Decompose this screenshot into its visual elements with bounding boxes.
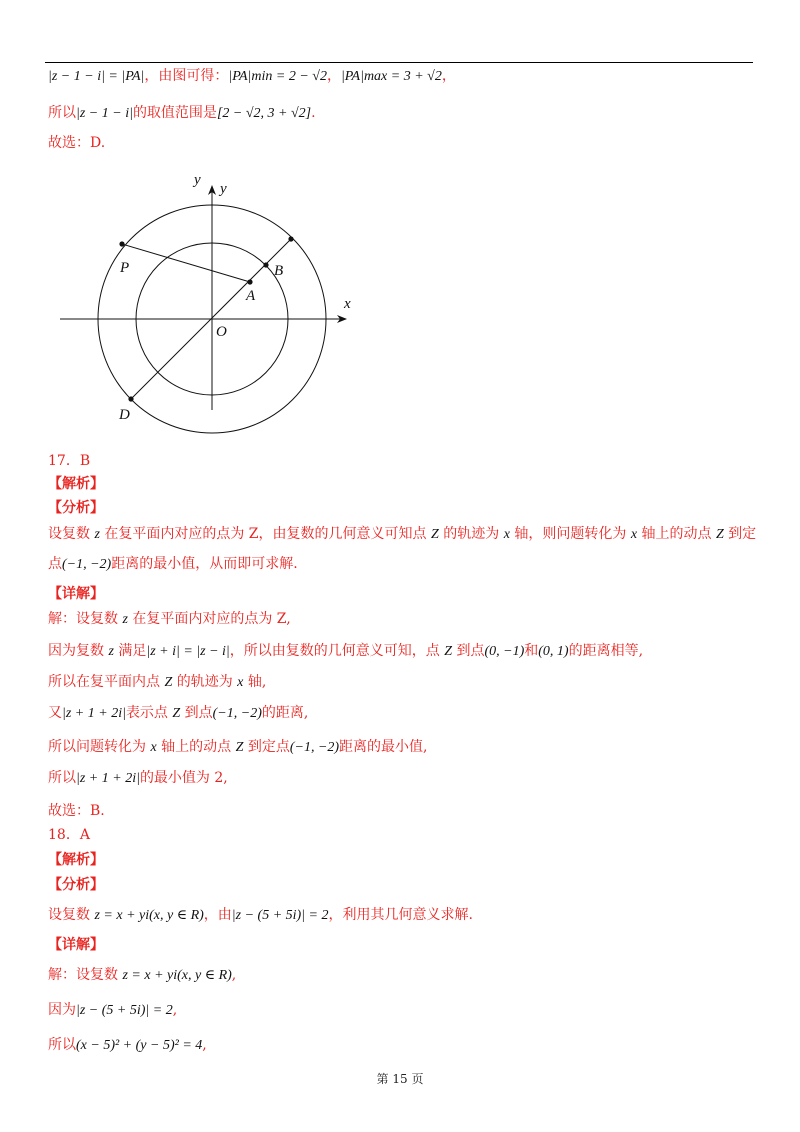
q17-jiexi-heading: 【解析】 <box>48 476 104 492</box>
point-d <box>128 396 133 401</box>
label-p: P <box>120 260 130 276</box>
formula-abs-z-minus-1-minus-i: |z − 1 − i| <box>76 106 133 121</box>
point-outer <box>288 236 293 241</box>
q17-answer: 故选：B. <box>48 803 105 819</box>
q17-detail-line-1: 解：设复数 z 在复平面内对应的点为 Z, <box>48 611 291 627</box>
label-a: A <box>246 288 256 304</box>
label-y-1: y <box>194 172 201 188</box>
q17-analysis-line-1: 设复数 z 在复平面内对应的点为 Z，由复数的几何意义可知点 Z 的轨迹为 x 轴，则问题转化为 x 轴上的动点 Z 到定 <box>48 526 757 542</box>
q18-number: 18．A <box>48 827 90 843</box>
q18-analysis-line-1: 设复数 z = x + yi(x, y ∈ R)，由|z − (5 + 5i)| = 2，利用其几何意义求解. <box>48 907 473 923</box>
segment-p-to-a <box>122 244 250 282</box>
label-y-2: y <box>220 181 227 197</box>
q17-detail-line-2: 因为复数 z 满足|z + i| = |z − i|，所以由复数的几何意义可知，点 Z 到点(0, −1)和(0, 1)的距离相等, <box>48 643 644 659</box>
formula-pa-min: |PA|min = 2 − √2 <box>228 69 327 84</box>
q18-detail-line-3: 所以(x − 5)² + (y − 5)² = 4, <box>48 1037 207 1053</box>
formula-pa-max: |PA|max = 3 + √2 <box>340 69 442 84</box>
q17-detail-line-3: 所以在复平面内点 Z 的轨迹为 x 轴, <box>48 674 267 690</box>
q18-xiangjie-heading: 【详解】 <box>48 937 104 953</box>
point-p <box>119 241 124 246</box>
q17-fenxi-heading: 【分析】 <box>48 500 104 516</box>
q18-jiexi-heading: 【解析】 <box>48 852 104 868</box>
q18-detail-line-1: 解：设复数 z = x + yi(x, y ∈ R), <box>48 967 237 983</box>
top-line-2: 所以|z − 1 − i|的取值范围是[2 − √2, 3 + √2]. <box>48 105 316 121</box>
q17-xiangjie-heading: 【详解】 <box>48 586 104 602</box>
q18-detail-line-2: 因为|z − (5 + 5i)| = 2, <box>48 1002 178 1018</box>
label-b: B <box>274 263 284 279</box>
formula-z-minus-1-minus-i-eq-pa: |z − 1 − i| = |PA| <box>48 69 145 84</box>
q17-detail-line-4: 又|z + 1 + 2i|表示点 Z 到点(−1, −2)的距离, <box>48 705 309 721</box>
formula-range: [2 − √2, 3 + √2] <box>216 106 312 121</box>
top-line-1: |z − 1 − i| = |PA|，由图可得：|PA|min = 2 − √2，|PA|max = 3 + √2， <box>48 68 456 84</box>
q17-number: 17．B <box>48 453 91 469</box>
label-d: D <box>119 407 130 423</box>
q17-detail-line-5: 所以问题转化为 x 轴上的动点 Z 到定点(−1, −2)距离的最小值, <box>48 739 428 755</box>
point-b <box>263 262 268 267</box>
q17-analysis-line-2: 点(−1, −2)距离的最小值，从而即可求解. <box>48 556 298 572</box>
label-x: x <box>344 296 351 312</box>
answer-line: 故选：D. <box>48 135 106 151</box>
label-o: O <box>216 324 227 340</box>
point-a <box>247 279 252 284</box>
q18-fenxi-heading: 【分析】 <box>48 877 104 893</box>
q17-detail-line-6: 所以|z + 1 + 2i|的最小值为 2, <box>48 770 228 786</box>
page-footer: 第 15 页 <box>376 1072 424 1086</box>
